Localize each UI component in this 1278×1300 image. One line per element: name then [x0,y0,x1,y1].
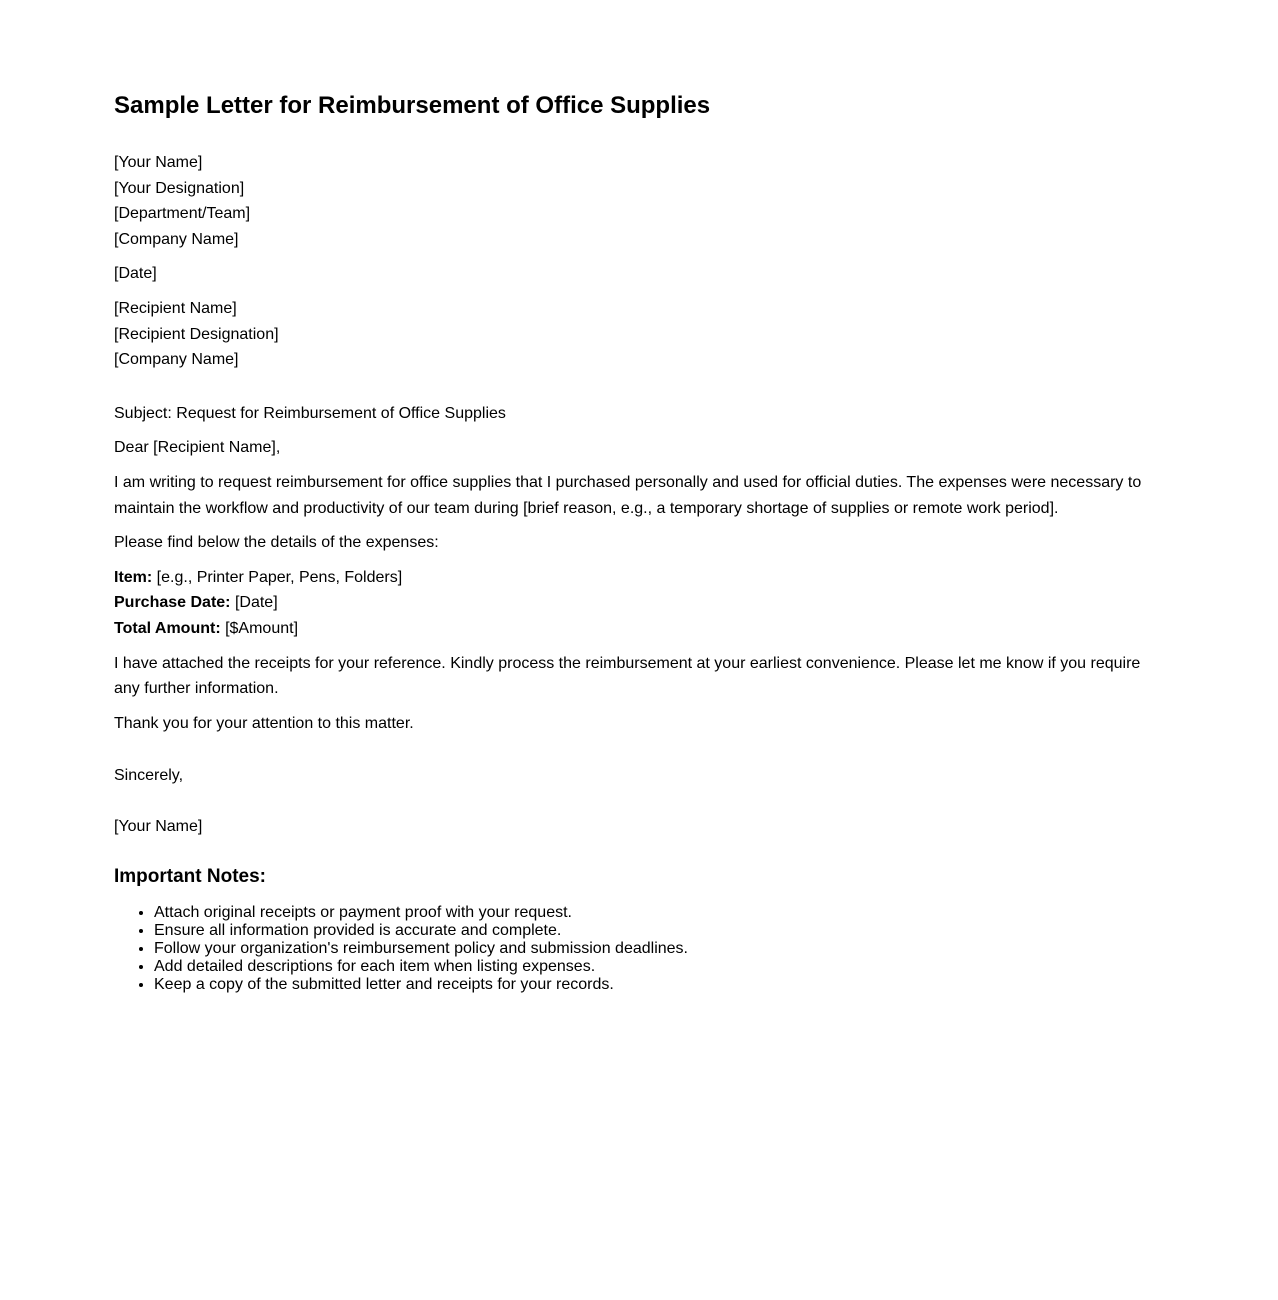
sign-off: Sincerely, [114,767,184,785]
salutation: Dear [Recipient Name], [114,439,281,457]
expense-details [114,565,1154,642]
detail-purchase-date-label: Purchase Date: [114,594,231,612]
recipient-name: [Recipient Name] [114,299,237,317]
note-item: • Keep a copy of the submitted letter and receipts for your records. [154,976,1154,994]
recipient-block [114,296,1154,373]
receipts-paragraph: I have attached the receipts for your reference. Kindly process the reimbursement at your earliest convenience. Please let me know if you require any further information. [114,654,1141,698]
sender-designation: [Your Designation] [114,179,245,197]
sender-block [114,150,1154,252]
page-title: Sample Letter for Reimbursement of Office Supplies [114,92,711,119]
recipient-designation: [Recipient Designation] [114,325,279,343]
letter-date: [Date] [114,265,157,283]
sender-name: [Your Name] [114,154,203,171]
signature-name: [Your Name] [114,817,203,835]
detail-item [114,565,1154,591]
note-item: • Attach original receipts or payment proof with your request. [154,904,1154,922]
notes-heading: Important Notes: [114,866,266,888]
detail-total-amount [114,616,1154,642]
intro-paragraph: I am writing to request reimbursement for office supplies that I purchased personally and used for official duties. The expenses were necessary to maintain the workflow and productivity of our team during [brief reason, e.g., a temporary shortage of supplies or remote work period]. [114,473,1142,517]
note-item: • Follow your organization's reimbursement policy and submission deadlines. [154,940,1154,958]
note-item: • Ensure all information provided is accurate and complete. [154,922,1154,940]
notes-list [114,904,1154,994]
recipient-company: [Company Name] [114,351,239,369]
detail-purchase-date-value: [Date] [230,594,278,612]
subject-line: Subject: Request for Reimbursement of Office Supplies [114,404,506,422]
sender-company: [Company Name] [114,230,239,248]
details-intro: Please find below the details of the expenses: [114,534,439,552]
detail-total-amount-value: [$Amount] [220,619,299,637]
thanks-paragraph: Thank you for your attention to this matter. [114,714,414,732]
detail-total-amount-label: Total Amount: [114,619,221,637]
detail-item-value: [e.g., Printer Paper, Pens, Folders] [152,568,403,586]
detail-item-label: Item: [114,568,153,586]
note-item: • Add detailed descriptions for each item when listing expenses. [154,958,1154,976]
detail-purchase-date [114,590,1154,616]
sender-department: [Department/Team] [114,205,251,223]
